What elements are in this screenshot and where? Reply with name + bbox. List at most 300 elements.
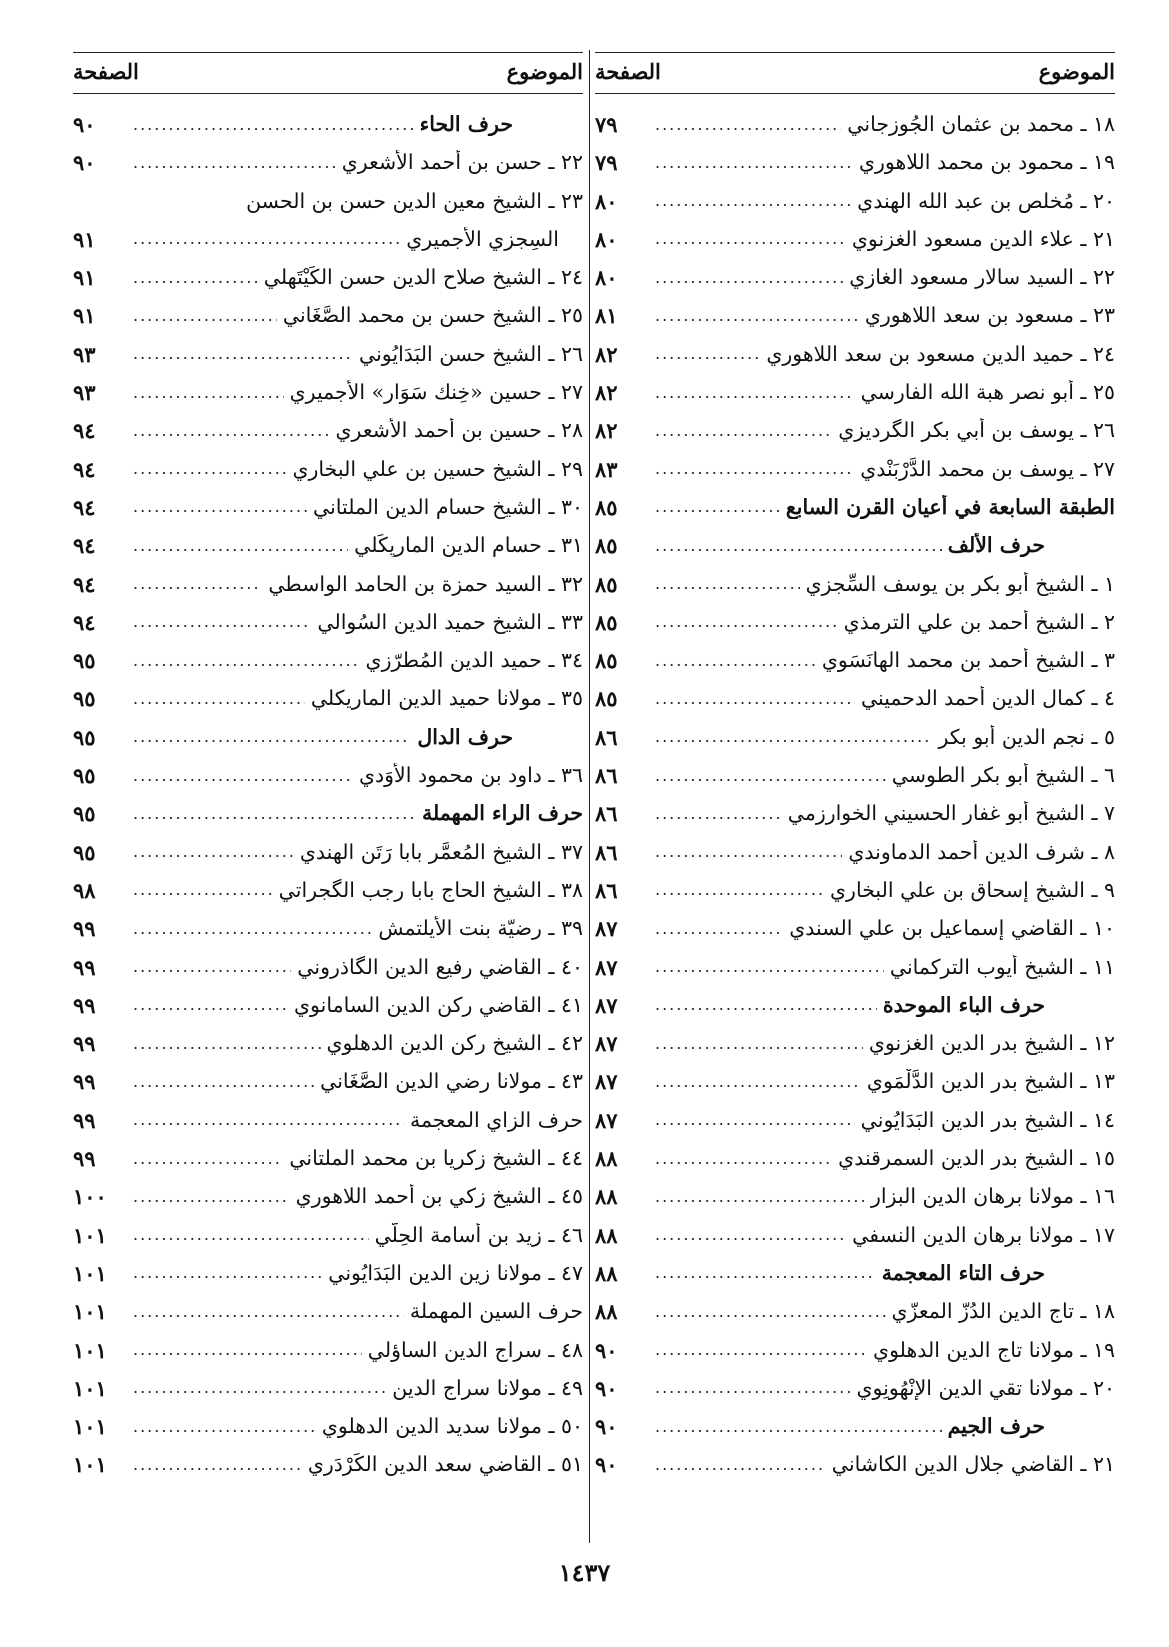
entry-page-number: ٨٨ xyxy=(595,1222,618,1248)
column-divider xyxy=(589,50,590,1543)
toc-entry xyxy=(655,878,1115,902)
toc-entry-row xyxy=(595,336,1115,374)
dot-leader xyxy=(655,1302,886,1321)
topic-header-label: الموضوع xyxy=(1038,59,1115,84)
entry-title: ٢٣ ـ مسعود بن سعد اللاهوري xyxy=(864,303,1115,328)
dot-leader xyxy=(655,306,859,325)
entry-title: ٤٢ ـ الشيخ ركن الدين الدهلوي xyxy=(326,1031,583,1056)
toc-entry xyxy=(655,648,1115,672)
entry-page-number: ٨٨ xyxy=(595,1260,618,1286)
toc-entry xyxy=(133,303,583,327)
entry-title: ٢٠ ـ مولانا تقي الدين الإِنْهُونِوي xyxy=(856,1375,1115,1400)
toc-entry-row xyxy=(73,221,583,259)
toc-entry xyxy=(133,572,583,596)
toc-entry-row xyxy=(73,910,583,948)
entry-title: ١٩ ـ محمود بن محمد اللاهوري xyxy=(858,150,1115,175)
dot-leader xyxy=(133,1225,369,1244)
entry-title: ٣٢ ـ السيد حمزة بن الحامد الواسطي xyxy=(268,571,583,596)
entry-title: ٣ ـ الشيخ أحمد بن محمد الهانَسَوِي xyxy=(821,648,1115,673)
toc-entry xyxy=(133,916,583,940)
dot-leader xyxy=(655,1378,851,1397)
toc-entry-row xyxy=(73,489,583,527)
entry-title: ٢٦ ـ الشيخ حسن البَدَايُوني xyxy=(359,341,583,366)
toc-entry xyxy=(133,955,583,979)
dot-leader xyxy=(655,536,942,555)
entry-page-number: ١٠١ xyxy=(73,1452,107,1478)
dot-leader xyxy=(655,153,853,172)
entry-title: ١٠ ـ القاضي إسماعيل بن علي السندي xyxy=(789,916,1115,941)
toc-entry-row xyxy=(73,451,583,489)
dot-leader xyxy=(655,1110,855,1129)
dot-leader xyxy=(133,1187,290,1206)
toc-entry-row xyxy=(73,1102,583,1140)
toc-entry-row xyxy=(73,412,583,450)
entry-title: ٣٨ ـ الشيخ الحاج بابا رجب الگجراتي xyxy=(278,877,583,902)
entry-page-number: ٩٥ xyxy=(73,724,96,750)
toc-entry xyxy=(655,1338,1115,1362)
entry-page-number: ٨٦ xyxy=(595,839,618,865)
entry-page-number: ٨٦ xyxy=(595,724,618,750)
entry-title: الطبقة السابعة في أعيان القرن السابع xyxy=(785,494,1115,519)
dot-leader xyxy=(133,1302,404,1321)
dot-leader xyxy=(655,919,783,938)
toc-entry-row xyxy=(73,1332,583,1370)
entry-page-number: ٩٠ xyxy=(73,150,96,176)
dot-leader xyxy=(133,995,288,1014)
dot-leader xyxy=(655,957,884,976)
section-heading-row xyxy=(73,795,583,833)
toc-entry-row xyxy=(73,566,583,604)
section-heading-row xyxy=(73,106,583,144)
toc-entry xyxy=(133,265,583,289)
topic-header-label: الموضوع xyxy=(506,59,583,84)
entry-title: ٤١ ـ القاضي ركن الدين السامانوي xyxy=(294,992,583,1017)
entry-title: ٤٥ ـ الشيخ زكي بن أحمد اللاهوري xyxy=(295,1184,583,1209)
dot-leader xyxy=(133,612,311,631)
dot-leader xyxy=(655,115,841,134)
toc-entry-row xyxy=(595,1446,1115,1484)
entry-page-number: ٩٤ xyxy=(73,609,96,635)
toc-entry-row xyxy=(595,451,1115,489)
toc-entry-row xyxy=(595,106,1115,144)
entry-page-number: ٨٠ xyxy=(595,265,618,291)
toc-entry xyxy=(133,1069,583,1093)
entry-title: ٢٧ ـ يوسف بن محمد الدَّرْبَنْدي xyxy=(860,456,1115,481)
entry-title: ١١ ـ الشيخ أيوب التركماني xyxy=(889,954,1115,979)
toc-entry xyxy=(133,1031,583,1055)
entry-page-number: ٨٥ xyxy=(595,648,618,674)
toc-entry xyxy=(655,1261,1115,1285)
dot-leader xyxy=(655,880,824,899)
entry-page-number: ٨٥ xyxy=(595,609,618,635)
dot-leader xyxy=(133,766,353,785)
toc-entry xyxy=(133,840,583,864)
toc-entry-list xyxy=(73,106,583,1485)
column-header xyxy=(595,52,1115,94)
toc-entry xyxy=(655,1414,1115,1438)
dot-leader xyxy=(133,1378,386,1397)
entry-page-number: ٨٥ xyxy=(595,494,618,520)
toc-entry-row xyxy=(73,1446,583,1484)
entry-page-number: ٩١ xyxy=(73,265,96,291)
entry-page-number: ٩٥ xyxy=(73,648,96,674)
entry-title: ٣٤ ـ حميد الدين المُطرّزي xyxy=(365,648,583,673)
toc-entry xyxy=(655,1108,1115,1132)
entry-page-number: ٨٣ xyxy=(595,456,618,482)
toc-entry xyxy=(133,1299,583,1323)
dot-leader xyxy=(133,651,360,670)
dot-leader xyxy=(133,1455,302,1474)
dot-leader xyxy=(133,957,291,976)
entry-page-number: ٩٩ xyxy=(73,916,96,942)
toc-entry xyxy=(133,725,583,749)
entry-title: ٥٠ ـ مولانا سديد الدين الدهلوي xyxy=(321,1414,583,1439)
entry-title: حرف الجيم xyxy=(947,1414,1045,1439)
entry-page-number: ١٠١ xyxy=(73,1260,107,1286)
entry-title: ٢١ ـ القاضي جلال الدين الكاشاني xyxy=(831,1452,1115,1477)
toc-entry xyxy=(655,916,1115,940)
entry-page-number: ٩٠ xyxy=(595,1337,618,1363)
entry-page-number: ٨٧ xyxy=(595,1031,618,1057)
toc-entry xyxy=(655,1184,1115,1208)
entry-title: ١٩ ـ مولانا تاج الدين الدهلوي xyxy=(873,1337,1115,1362)
entry-title: ٢ ـ الشيخ أحمد بن علي الترمذي xyxy=(843,609,1115,634)
entry-title: ٢٠ ـ مُخلص بن عبد الله الهندي xyxy=(857,188,1115,213)
entry-page-number: ١٠٠ xyxy=(73,1184,107,1210)
toc-entry xyxy=(655,993,1115,1017)
entry-title: ٢٧ ـ حسين «خِنك سَوَار» الأجميري xyxy=(289,380,583,405)
dot-leader xyxy=(655,574,800,593)
dot-leader xyxy=(655,1072,861,1091)
entry-title: ٦ ـ الشيخ أبو بكر الطوسي xyxy=(891,763,1115,788)
toc-entry xyxy=(133,993,583,1017)
dot-leader xyxy=(655,804,782,823)
entry-title: ٤٩ ـ مولانا سراج الدين xyxy=(392,1375,583,1400)
entry-title: ٢٥ ـ أبو نصر هبة الله الفارسي xyxy=(860,380,1115,405)
entry-page-number: ٨٧ xyxy=(595,916,618,942)
toc-entry-row xyxy=(73,1217,583,1255)
entry-page-number: ٨٢ xyxy=(595,380,618,406)
dot-leader xyxy=(133,689,305,708)
dot-leader xyxy=(655,727,932,746)
section-heading-row xyxy=(595,489,1115,527)
entry-page-number: ٩٥ xyxy=(73,839,96,865)
toc-entry-row xyxy=(73,1255,583,1293)
page-header-label: الصفحة xyxy=(73,59,139,84)
dot-leader xyxy=(133,574,262,593)
entry-title: حرف الحاء xyxy=(419,112,513,136)
section-heading-row xyxy=(73,719,583,757)
entry-title: ٤٠ ـ القاضي رفيع الدين الگاذروني xyxy=(297,954,583,979)
entry-page-number: ١٠١ xyxy=(73,1414,107,1440)
page-number: ١٤٣٧ xyxy=(558,1558,611,1587)
entry-page-number: ٩٥ xyxy=(73,686,96,712)
dot-leader xyxy=(655,497,780,516)
toc-entry-row xyxy=(595,412,1115,450)
entry-title: ٢٤ ـ حميد الدين مسعود بن سعد اللاهوري xyxy=(766,341,1115,366)
entry-page-number: ٨٧ xyxy=(595,992,618,1018)
toc-entry-row xyxy=(73,336,583,374)
toc-entry xyxy=(655,1031,1115,1055)
entry-title: حرف الزاي المعجمة xyxy=(409,1107,583,1132)
entry-page-number: ٩٥ xyxy=(73,801,96,827)
dot-leader xyxy=(133,880,273,899)
toc-entry xyxy=(655,801,1115,825)
entry-title: ١٤ ـ الشيخ بدر الدين البَدَايُوني xyxy=(860,1107,1115,1132)
toc-entry-row xyxy=(595,1102,1115,1140)
toc-entry-row xyxy=(595,642,1115,680)
toc-entry-row xyxy=(595,680,1115,718)
dot-leader xyxy=(655,268,843,287)
toc-entry-row xyxy=(595,1025,1115,1063)
entry-page-number: ٨٢ xyxy=(595,341,618,367)
toc-entry xyxy=(655,112,1115,136)
dot-leader xyxy=(133,383,284,402)
left-column xyxy=(73,52,583,1485)
dot-leader xyxy=(655,1455,826,1474)
entry-title: حرف الدال xyxy=(417,724,513,749)
entry-title: ٤٤ ـ الشيخ زكريا بن محمد الملتاني xyxy=(289,1146,583,1171)
toc-entry-row xyxy=(595,872,1115,910)
dot-leader xyxy=(133,842,294,861)
entry-page-number: ٨٠ xyxy=(595,188,618,214)
dot-leader xyxy=(133,536,348,555)
toc-entry-row xyxy=(595,795,1115,833)
entry-title: ١٨ ـ تاج الدين الدُزّ المعزّي xyxy=(891,1299,1115,1324)
entry-title: ٢٨ ـ حسين بن أحمد الأشعري xyxy=(335,418,583,443)
toc-entry xyxy=(133,1184,583,1208)
entry-title: ١٨ ـ محمد بن عثمان الجُوزجاني xyxy=(847,112,1115,136)
entry-page-number: ٨٨ xyxy=(595,1299,618,1325)
entry-title: ٤٦ ـ زيد بن أسامة الحِلّي xyxy=(374,1222,583,1247)
toc-entry-row xyxy=(73,1293,583,1331)
toc-entry-row xyxy=(73,642,583,680)
entry-page-number: ٨٨ xyxy=(595,1146,618,1172)
entry-page-number: ٨٦ xyxy=(595,877,618,903)
toc-entry-row xyxy=(595,183,1115,221)
entry-page-number: ٩٠ xyxy=(73,112,96,137)
dot-leader xyxy=(133,1110,404,1129)
toc-entry xyxy=(655,1299,1115,1323)
toc-entry-row xyxy=(595,566,1115,604)
entry-page-number: ٨٨ xyxy=(595,1184,618,1210)
toc-entry xyxy=(133,648,583,672)
section-heading-row xyxy=(595,527,1115,565)
dot-leader xyxy=(655,459,854,478)
entry-page-number: ٩٤ xyxy=(73,533,96,559)
entry-page-number: ٩٠ xyxy=(595,1414,618,1440)
dot-leader xyxy=(133,268,258,287)
entry-title: ٢٤ ـ الشيخ صلاح الدين حسن الكَيْتَهلي xyxy=(263,265,583,290)
toc-entry xyxy=(133,150,583,174)
entry-page-number: ٧٩ xyxy=(595,112,618,137)
toc-entry xyxy=(133,1414,583,1438)
toc-entry xyxy=(655,227,1115,251)
entry-page-number: ٨٧ xyxy=(595,954,618,980)
dot-leader xyxy=(655,1263,876,1282)
toc-entry xyxy=(655,495,1115,519)
entry-page-number: ٩٤ xyxy=(73,494,96,520)
toc-entry-row xyxy=(73,757,583,795)
toc-entry-row xyxy=(595,910,1115,948)
toc-entry xyxy=(133,227,583,251)
dot-leader xyxy=(133,344,353,363)
entry-page-number: ٧٩ xyxy=(595,150,618,176)
entry-title: ١ ـ الشيخ أبو بكر بن يوسف السِّجزي xyxy=(805,571,1115,596)
toc-entry xyxy=(655,457,1115,481)
toc-entry-row xyxy=(73,527,583,565)
section-heading-row xyxy=(595,1408,1115,1446)
toc-entry-row xyxy=(73,259,583,297)
toc-entry-row xyxy=(73,183,583,221)
toc-entry-row xyxy=(595,1063,1115,1101)
entry-title: حرف التاء المعجمة xyxy=(881,1260,1045,1285)
entry-title: ٣٦ ـ داود بن محمود الأَوَدي xyxy=(358,763,583,788)
dot-leader xyxy=(133,115,414,134)
toc-entry xyxy=(655,380,1115,404)
dot-leader xyxy=(655,1034,863,1053)
entry-title: ١٧ ـ مولانا برهان الدين النسفي xyxy=(852,1222,1115,1247)
entry-page-number: ٩٣ xyxy=(73,380,96,406)
toc-entry xyxy=(655,840,1115,864)
toc-entry xyxy=(133,380,583,404)
toc-entry xyxy=(133,610,583,634)
entry-page-number: ٨٧ xyxy=(595,1069,618,1095)
dot-leader xyxy=(133,1072,314,1091)
entry-page-number: ٩٩ xyxy=(73,1069,96,1095)
dot-leader xyxy=(133,306,277,325)
section-heading-row xyxy=(595,987,1115,1025)
toc-entry xyxy=(133,189,583,213)
entry-title: ٤ ـ كمال الدين أحمد الدحميني xyxy=(860,686,1115,711)
toc-entry xyxy=(133,878,583,902)
entry-page-number: ٩٤ xyxy=(73,456,96,482)
toc-entry-row xyxy=(73,1140,583,1178)
entry-title: ٢٢ ـ السيد سالار مسعود الغازي xyxy=(849,265,1115,290)
toc-entry-row xyxy=(595,297,1115,335)
toc-entry xyxy=(655,572,1115,596)
dot-leader xyxy=(133,1340,362,1359)
entry-title: ٢٩ ـ الشيخ حسين بن علي البخاري xyxy=(292,456,583,481)
entry-page-number: ٩٤ xyxy=(73,418,96,444)
right-column xyxy=(595,52,1115,1485)
toc-entry xyxy=(655,725,1115,749)
dot-leader xyxy=(133,727,411,746)
dot-leader xyxy=(655,689,855,708)
toc-entry-row xyxy=(73,987,583,1025)
toc-entry xyxy=(655,686,1115,710)
toc-entry xyxy=(133,418,583,442)
entry-title: ٣١ ـ حسام الدين الماريِكَلي xyxy=(354,533,583,558)
toc-entry-row xyxy=(595,221,1115,259)
toc-entry xyxy=(133,533,583,557)
dot-leader xyxy=(133,804,416,823)
toc-entry xyxy=(655,533,1115,557)
dot-leader xyxy=(655,766,886,785)
toc-entry xyxy=(655,1452,1115,1476)
entry-page-number: ١٠١ xyxy=(73,1299,107,1325)
toc-entry xyxy=(655,189,1115,213)
dot-leader xyxy=(655,842,842,861)
entry-page-number: ٩٤ xyxy=(73,571,96,597)
entry-page-number: ٩١ xyxy=(73,303,96,329)
entry-page-number: ٨٥ xyxy=(595,571,618,597)
entry-page-number: ٨٧ xyxy=(595,1107,618,1133)
toc-entry xyxy=(133,457,583,481)
toc-entry-row xyxy=(73,834,583,872)
dot-leader xyxy=(133,1149,283,1168)
toc-entry xyxy=(655,610,1115,634)
entry-page-number: ٨٦ xyxy=(595,801,618,827)
toc-entry xyxy=(133,1223,583,1247)
entry-title: السِجزي الأَجميري xyxy=(406,226,559,251)
dot-leader xyxy=(133,1263,322,1282)
entry-page-number: ٩٣ xyxy=(73,341,96,367)
entry-title: ١٢ ـ الشيخ بدر الدين الغزنوي xyxy=(868,1031,1115,1056)
toc-entry-row xyxy=(595,1217,1115,1255)
section-heading-row xyxy=(595,1255,1115,1293)
toc-entry xyxy=(133,686,583,710)
toc-entry-row xyxy=(73,1408,583,1446)
toc-entry-row xyxy=(595,949,1115,987)
entry-title: ٤٧ ـ مولانا زين الدين البَدَايُوني xyxy=(328,1260,583,1285)
entry-page-number: ١٠١ xyxy=(73,1337,107,1363)
dot-leader xyxy=(133,153,336,172)
entry-title: ٢٢ ـ حسن بن أحمد الأشعري xyxy=(341,150,583,175)
entry-title: ٣٠ ـ الشيخ حسام الدين الملتاني xyxy=(313,494,583,519)
entry-title: ٣٧ ـ الشيخ المُعمَّر بابا رَتَن الهندي xyxy=(299,839,583,864)
entry-title: ٣٩ ـ رضيّة بنت الأيلتمش xyxy=(378,916,583,941)
entry-title: ٥١ ـ القاضي سعد الدين الكَرْدَري xyxy=(307,1452,583,1477)
entry-page-number: ٩٩ xyxy=(73,1107,96,1133)
dot-leader xyxy=(655,995,877,1014)
toc-entry xyxy=(655,1069,1115,1093)
entry-title: ٢٥ ـ الشيخ حسن بن محمد الصَّغَاني xyxy=(282,303,583,328)
toc-entry xyxy=(655,1376,1115,1400)
entry-title: ١٦ ـ مولانا برهان الدين البزار xyxy=(870,1184,1115,1209)
toc-entry xyxy=(655,265,1115,289)
toc-entry-row xyxy=(595,1178,1115,1216)
column-header xyxy=(73,52,583,94)
dot-leader xyxy=(133,1034,321,1053)
dot-leader xyxy=(655,1340,867,1359)
dot-leader xyxy=(655,421,832,440)
toc-entry-row xyxy=(595,1370,1115,1408)
toc-entry xyxy=(655,1223,1115,1247)
entry-title: ٥ ـ نجم الدين أبو بكر xyxy=(938,724,1115,749)
dot-leader xyxy=(133,421,330,440)
toc-entry xyxy=(133,801,583,825)
dot-leader xyxy=(133,1417,316,1436)
entry-title: ٣٣ ـ الشيخ حميد الدين السُوالي xyxy=(317,609,583,634)
toc-entry-row xyxy=(595,757,1115,795)
toc-entry-row xyxy=(73,604,583,642)
toc-entry xyxy=(133,1261,583,1285)
dot-leader xyxy=(655,1225,846,1244)
toc-entry-row xyxy=(595,374,1115,412)
entry-title: ١٣ ـ الشيخ بدر الدين الدَّلْمَوي xyxy=(866,1069,1115,1094)
entry-title: ٩ ـ الشيخ إسحاق بن علي البخاري xyxy=(830,877,1115,902)
entry-title: ٣٥ ـ مولانا حميد الدين الماريكلي xyxy=(310,686,583,711)
toc-entry xyxy=(655,763,1115,787)
entry-page-number: ٩٠ xyxy=(595,1452,618,1478)
toc-entry xyxy=(133,495,583,519)
entry-page-number: ٩٩ xyxy=(73,954,96,980)
toc-entry-row xyxy=(595,1332,1115,1370)
toc-entry-row xyxy=(595,1293,1115,1331)
toc-entry xyxy=(655,1146,1115,1170)
page-header-label: الصفحة xyxy=(595,59,661,84)
